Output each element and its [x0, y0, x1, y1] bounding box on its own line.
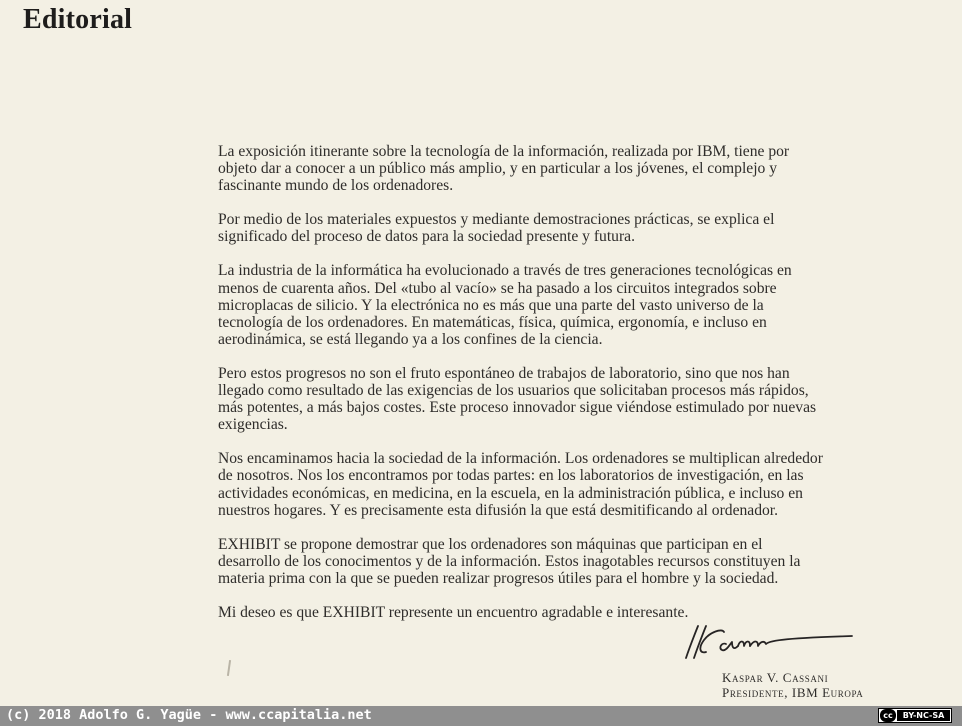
- watermark-footer: [0, 706, 962, 726]
- text-line: materia prima con la que se pueden realizar progresos útiles para el hombre y la sociedad.: [218, 569, 779, 587]
- handwritten-signature-icon: [680, 618, 860, 666]
- text-line: Nos encaminamos hacia la sociedad de la información. Los ordenadores se multiplican alrededor: [218, 450, 823, 468]
- signer-name: Kaspar V. Cassani: [722, 670, 829, 685]
- text-line: más potentes, a más bajos costes. Este proceso innovador sigue viéndose estimulado por nuevas: [218, 399, 817, 417]
- paragraph-2: [218, 211, 850, 245]
- text-line: Por medio de los materiales expuestos y mediante demostraciones prácticas, se explica el: [218, 211, 775, 229]
- signer-role-title: Presidente: [722, 685, 785, 700]
- paragraph-1: [218, 143, 850, 194]
- text-line: Mi deseo es que EXHIBIT represente un encuentro agradable e interesante.: [218, 603, 689, 621]
- text-line: tecnología de los ordenadores. En matemáticas, física, química, ergonomía, e incluso en: [218, 313, 767, 331]
- text-line: exigencias.: [218, 416, 288, 434]
- signer-role-org: , IBM Europa: [784, 685, 864, 700]
- scan-speck: [227, 660, 231, 676]
- text-line: microplacas de silicio. Y la electrónica no es más que una parte del vasto universo de la: [218, 296, 764, 314]
- paragraph-4: [218, 365, 850, 433]
- signer-role: [722, 685, 863, 702]
- cc-license-badge: [878, 708, 952, 723]
- text-line: significado del proceso de datos para la sociedad presente y futura.: [218, 228, 635, 246]
- text-line: llegado como resultado de las exigencias de los usuarios que solicitaban procesos más rápidos,: [218, 382, 809, 400]
- text-line: desarrollo de los conocimentos y de la información. Estos inagotables recursos constituyen la: [218, 552, 801, 570]
- creative-commons-icon: cc: [880, 709, 896, 722]
- text-line: fascinante mundo de los ordenadores.: [218, 177, 454, 195]
- copyright-text: (c) 2018 Adolfo G. Yagüe - www.ccapitalia.net: [6, 707, 372, 723]
- text-line: EXHIBIT se propone demostrar que los ordenadores son máquinas que participan en el: [218, 535, 763, 553]
- text-line: Pero estos progresos no son el fruto espontáneo de trabajos de laboratorio, sino que nos han: [218, 364, 790, 382]
- paragraph-3: [218, 262, 850, 347]
- editorial-body: [218, 143, 850, 638]
- text-line: nuestros hogares. Y es precisamente esta difusión la que está desmitificando al ordenador.: [218, 501, 779, 519]
- signer-block: [722, 670, 863, 702]
- text-line: La exposición itinerante sobre la tecnología de la información, realizada por IBM, tiene por: [218, 143, 790, 160]
- paragraph-6: [218, 536, 850, 587]
- text-line: menos de cuarenta años. Del «tubo al vacío» se ha pasado a los circuitos integrados sobre: [218, 279, 777, 297]
- text-line: La industria de la informática ha evolucionado a través de tres generaciones tecnológicas en: [218, 262, 792, 280]
- text-line: de nosotros. Nos los encontramos por todas partes: en los laboratorios de investigación, en las: [218, 467, 804, 485]
- text-line: aerodinámica, se está llegando ya a los confines de la ciencia.: [218, 330, 603, 348]
- license-label: BY-NC-SA: [897, 710, 950, 721]
- page-title: Editorial: [23, 4, 133, 35]
- text-line: actividades económicas, en medicina, en la escuela, en la administración pública, e incluso en: [218, 484, 803, 502]
- paragraph-5: [218, 450, 850, 518]
- text-line: objeto dar a conocer a un público más amplio, y en particular a los jóvenes, el complejo y: [218, 160, 778, 178]
